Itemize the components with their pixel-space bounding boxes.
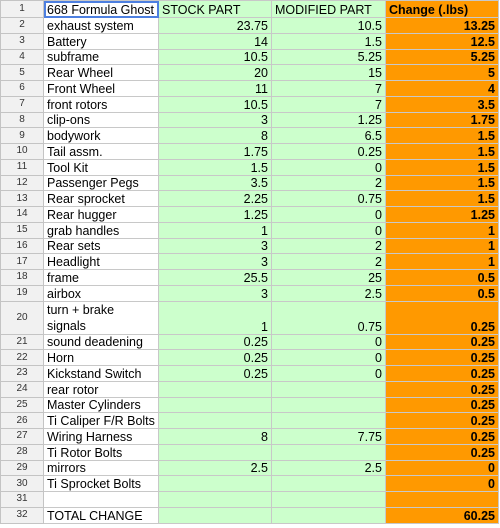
cell-stock-weight[interactable]: 3.5 bbox=[159, 175, 272, 191]
row-number[interactable]: 9 bbox=[1, 128, 44, 144]
cell-modified-weight[interactable]: 7.75 bbox=[272, 429, 386, 445]
cell-part-name[interactable]: Ti Caliper F/R Bolts bbox=[44, 413, 159, 429]
cell-part-name[interactable]: Horn bbox=[44, 350, 159, 366]
cell-stock-weight[interactable]: 8 bbox=[159, 128, 272, 144]
row-number[interactable]: 26 bbox=[1, 413, 44, 429]
table-row bbox=[1, 112, 499, 128]
row-number[interactable]: 18 bbox=[1, 270, 44, 286]
cell-modified-weight[interactable] bbox=[272, 413, 386, 429]
row-number[interactable]: 24 bbox=[1, 381, 44, 397]
cell-modified-weight[interactable]: 0 bbox=[272, 222, 386, 238]
cell-weight-change[interactable]: 1.5 bbox=[386, 159, 499, 175]
cell-weight-change[interactable]: 1.75 bbox=[386, 112, 499, 128]
cell-part-name[interactable]: front rotors bbox=[44, 96, 159, 112]
cell-modified-weight[interactable]: 0 bbox=[272, 207, 386, 223]
table-row bbox=[1, 413, 499, 429]
cell-stock-weight[interactable]: 23.75 bbox=[159, 18, 272, 34]
cell-modified-header[interactable]: MODIFIED PART bbox=[272, 1, 386, 18]
row-number[interactable]: 17 bbox=[1, 254, 44, 270]
cell-stock-weight[interactable]: 3 bbox=[159, 238, 272, 254]
cell-modified-weight[interactable]: 0 bbox=[272, 350, 386, 366]
cell-modified-weight[interactable] bbox=[272, 507, 386, 523]
cell-part-name[interactable] bbox=[44, 492, 159, 508]
total-row bbox=[1, 507, 499, 523]
cell-part-name[interactable]: Headlight bbox=[44, 254, 159, 270]
cell-part-name[interactable]: airbox bbox=[44, 285, 159, 301]
cell-stock-weight[interactable]: 10.5 bbox=[159, 49, 272, 65]
cell-modified-weight[interactable] bbox=[272, 397, 386, 413]
table-row bbox=[1, 128, 499, 144]
table-row bbox=[1, 429, 499, 445]
cell-weight-change[interactable]: 0 bbox=[386, 460, 499, 476]
cell-modified-weight[interactable]: 25 bbox=[272, 270, 386, 286]
table-row bbox=[1, 285, 499, 301]
cell-weight-change[interactable]: 1.25 bbox=[386, 207, 499, 223]
cell-stock-weight[interactable]: 2.25 bbox=[159, 191, 272, 207]
cell-part-name[interactable]: Passenger Pegs bbox=[44, 175, 159, 191]
cell-stock-weight[interactable]: 11 bbox=[159, 81, 272, 97]
cell-weight-change[interactable]: 0 bbox=[386, 476, 499, 492]
cell-modified-weight[interactable] bbox=[272, 492, 386, 508]
cell-modified-weight[interactable] bbox=[272, 381, 386, 397]
cell-stock-weight[interactable]: 3 bbox=[159, 285, 272, 301]
table-row bbox=[1, 334, 499, 350]
row-number[interactable]: 32 bbox=[1, 507, 44, 523]
table-row bbox=[1, 381, 499, 397]
cell-part-name[interactable]: Wiring Harness bbox=[44, 429, 159, 445]
table-row bbox=[1, 191, 499, 207]
cell-modified-weight[interactable]: 0 bbox=[272, 366, 386, 382]
row-number[interactable]: 20 bbox=[1, 301, 44, 334]
header-row bbox=[1, 1, 499, 18]
cell-stock-weight[interactable]: 20 bbox=[159, 65, 272, 81]
cell-stock-weight[interactable]: 3 bbox=[159, 112, 272, 128]
table-row bbox=[1, 270, 499, 286]
row-number[interactable]: 12 bbox=[1, 175, 44, 191]
cell-modified-weight[interactable]: 7 bbox=[272, 96, 386, 112]
cell-stock-weight[interactable]: 1.5 bbox=[159, 159, 272, 175]
cell-stock-weight[interactable] bbox=[159, 507, 272, 523]
row-number[interactable]: 28 bbox=[1, 444, 44, 460]
row-number[interactable]: 31 bbox=[1, 492, 44, 508]
cell-modified-weight[interactable]: 6.5 bbox=[272, 128, 386, 144]
cell-part-name[interactable]: turn + brake signals bbox=[44, 301, 159, 334]
cell-weight-change[interactable]: 4 bbox=[386, 81, 499, 97]
row-number[interactable]: 29 bbox=[1, 460, 44, 476]
cell-part-name[interactable]: TOTAL CHANGE bbox=[44, 507, 159, 523]
cell-stock-weight[interactable] bbox=[159, 476, 272, 492]
table-row bbox=[1, 159, 499, 175]
cell-weight-change[interactable]: 0.25 bbox=[386, 334, 499, 350]
table-row bbox=[1, 301, 499, 334]
cell-weight-change[interactable]: 1.5 bbox=[386, 175, 499, 191]
cell-modified-weight[interactable]: 7 bbox=[272, 81, 386, 97]
cell-part-name[interactable]: Ti Rotor Bolts bbox=[44, 444, 159, 460]
table-row bbox=[1, 476, 499, 492]
cell-weight-change[interactable] bbox=[386, 492, 499, 508]
row-number[interactable]: 4 bbox=[1, 49, 44, 65]
cell-stock-weight[interactable]: 1 bbox=[159, 301, 272, 334]
cell-modified-weight[interactable]: 2.5 bbox=[272, 460, 386, 476]
cell-part-name[interactable]: subframe bbox=[44, 49, 159, 65]
cell-weight-change[interactable]: 0.25 bbox=[386, 444, 499, 460]
cell-stock-weight[interactable]: 0.25 bbox=[159, 366, 272, 382]
row-number[interactable]: 22 bbox=[1, 350, 44, 366]
cell-part-name[interactable]: frame bbox=[44, 270, 159, 286]
table-row bbox=[1, 254, 499, 270]
cell-modified-weight[interactable]: 5.25 bbox=[272, 49, 386, 65]
cell-stock-weight[interactable] bbox=[159, 492, 272, 508]
cell-part-name[interactable]: sound deadening bbox=[44, 334, 159, 350]
cell-weight-change[interactable]: 60.25 bbox=[386, 507, 499, 523]
cell-weight-change[interactable]: 0.25 bbox=[386, 413, 499, 429]
cell-part-name[interactable]: Ti Sprocket Bolts bbox=[44, 476, 159, 492]
cell-part-name[interactable]: mirrors bbox=[44, 460, 159, 476]
cell-weight-change[interactable]: 0.25 bbox=[386, 366, 499, 382]
cell-weight-change[interactable]: 0.25 bbox=[386, 301, 499, 334]
row-number[interactable]: 14 bbox=[1, 207, 44, 223]
cell-weight-change[interactable]: 1.5 bbox=[386, 144, 499, 160]
row-number[interactable]: 8 bbox=[1, 112, 44, 128]
table-row bbox=[1, 238, 499, 254]
cell-weight-change[interactable]: 5 bbox=[386, 65, 499, 81]
table-row bbox=[1, 49, 499, 65]
table-row bbox=[1, 207, 499, 223]
cell-modified-weight[interactable] bbox=[272, 444, 386, 460]
table-row bbox=[1, 397, 499, 413]
cell-weight-change[interactable]: 0.25 bbox=[386, 429, 499, 445]
cell-weight-change[interactable]: 3.5 bbox=[386, 96, 499, 112]
row-number[interactable]: 1 bbox=[1, 1, 44, 18]
cell-stock-weight[interactable] bbox=[159, 444, 272, 460]
row-number[interactable]: 2 bbox=[1, 18, 44, 34]
cell-weight-change[interactable]: 0.5 bbox=[386, 270, 499, 286]
row-number[interactable]: 30 bbox=[1, 476, 44, 492]
cell-weight-change[interactable]: 1.5 bbox=[386, 128, 499, 144]
cell-part-name[interactable]: Tool Kit bbox=[44, 159, 159, 175]
cell-stock-weight[interactable]: 10.5 bbox=[159, 96, 272, 112]
cell-part-name[interactable]: Kickstand Switch bbox=[44, 366, 159, 382]
cell-modified-weight[interactable]: 2.5 bbox=[272, 285, 386, 301]
table-row bbox=[1, 444, 499, 460]
table-row bbox=[1, 460, 499, 476]
cell-weight-change[interactable]: 1 bbox=[386, 254, 499, 270]
cell-weight-change[interactable]: 1 bbox=[386, 238, 499, 254]
cell-weight-change[interactable]: 0.25 bbox=[386, 350, 499, 366]
cell-modified-weight[interactable]: 0.25 bbox=[272, 144, 386, 160]
row-number[interactable]: 11 bbox=[1, 159, 44, 175]
table-row bbox=[1, 175, 499, 191]
cell-modified-weight[interactable]: 2 bbox=[272, 175, 386, 191]
cell-part-name[interactable]: exhaust system bbox=[44, 18, 159, 34]
cell-stock-weight[interactable] bbox=[159, 413, 272, 429]
cell-stock-weight[interactable]: 14 bbox=[159, 33, 272, 49]
row-number[interactable]: 6 bbox=[1, 81, 44, 97]
row-number[interactable]: 27 bbox=[1, 429, 44, 445]
table-row bbox=[1, 65, 499, 81]
row-number[interactable]: 10 bbox=[1, 144, 44, 160]
cell-stock-weight[interactable] bbox=[159, 381, 272, 397]
row-number[interactable]: 21 bbox=[1, 334, 44, 350]
cell-stock-weight[interactable] bbox=[159, 397, 272, 413]
cell-stock-weight[interactable]: 8 bbox=[159, 429, 272, 445]
cell-weight-change[interactable]: 0.25 bbox=[386, 397, 499, 413]
row-number[interactable]: 19 bbox=[1, 285, 44, 301]
cell-modified-weight[interactable]: 0.75 bbox=[272, 191, 386, 207]
cell-weight-change[interactable]: 13.25 bbox=[386, 18, 499, 34]
cell-part-name[interactable]: Rear hugger bbox=[44, 207, 159, 223]
cell-modified-weight[interactable]: 10.5 bbox=[272, 18, 386, 34]
row-number[interactable]: 16 bbox=[1, 238, 44, 254]
cell-part-name[interactable]: rear rotor bbox=[44, 381, 159, 397]
cell-modified-weight[interactable]: 0 bbox=[272, 334, 386, 350]
cell-stock-weight[interactable]: 1.75 bbox=[159, 144, 272, 160]
cell-stock-weight[interactable]: 1.25 bbox=[159, 207, 272, 223]
cell-part-name[interactable]: Master Cylinders bbox=[44, 397, 159, 413]
row-number[interactable]: 3 bbox=[1, 33, 44, 49]
table-row bbox=[1, 350, 499, 366]
cell-part-name[interactable]: Battery bbox=[44, 33, 159, 49]
cell-modified-weight[interactable]: 2 bbox=[272, 254, 386, 270]
cell-modified-weight[interactable]: 2 bbox=[272, 238, 386, 254]
row-number[interactable]: 25 bbox=[1, 397, 44, 413]
table-row bbox=[1, 492, 499, 508]
cell-modified-weight[interactable]: 1.5 bbox=[272, 33, 386, 49]
cell-weight-change[interactable]: 12.5 bbox=[386, 33, 499, 49]
cell-stock-weight[interactable]: 0.25 bbox=[159, 334, 272, 350]
cell-part-name[interactable]: Rear sprocket bbox=[44, 191, 159, 207]
row-number[interactable]: 23 bbox=[1, 366, 44, 382]
table-row bbox=[1, 18, 499, 34]
cell-stock-weight[interactable]: 3 bbox=[159, 254, 272, 270]
row-number[interactable]: 13 bbox=[1, 191, 44, 207]
table-row bbox=[1, 366, 499, 382]
table-row bbox=[1, 81, 499, 97]
row-number[interactable]: 7 bbox=[1, 96, 44, 112]
cell-part-name[interactable]: bodywork bbox=[44, 128, 159, 144]
cell-change-header[interactable]: Change (.lbs) bbox=[386, 1, 499, 18]
cell-sheet-title[interactable]: 668 Formula Ghost bbox=[44, 1, 159, 18]
cell-part-name[interactable]: Front Wheel bbox=[44, 81, 159, 97]
cell-weight-change[interactable]: 0.25 bbox=[386, 381, 499, 397]
cell-part-name[interactable]: Rear sets bbox=[44, 238, 159, 254]
row-number[interactable]: 15 bbox=[1, 222, 44, 238]
table-row bbox=[1, 96, 499, 112]
cell-part-name[interactable]: Tail assm. bbox=[44, 144, 159, 160]
cell-part-name[interactable]: Rear Wheel bbox=[44, 65, 159, 81]
cell-modified-weight[interactable]: 0.75 bbox=[272, 301, 386, 334]
cell-stock-weight[interactable]: 1 bbox=[159, 222, 272, 238]
cell-modified-weight[interactable] bbox=[272, 476, 386, 492]
cell-modified-weight[interactable]: 0 bbox=[272, 159, 386, 175]
cell-stock-weight[interactable]: 25.5 bbox=[159, 270, 272, 286]
cell-part-name[interactable]: grab handles bbox=[44, 222, 159, 238]
table-row bbox=[1, 222, 499, 238]
cell-stock-header[interactable]: STOCK PART bbox=[159, 1, 272, 18]
cell-weight-change[interactable]: 1 bbox=[386, 222, 499, 238]
cell-weight-change[interactable]: 1.5 bbox=[386, 191, 499, 207]
cell-weight-change[interactable]: 5.25 bbox=[386, 49, 499, 65]
table-row bbox=[1, 33, 499, 49]
cell-stock-weight[interactable]: 0.25 bbox=[159, 350, 272, 366]
cell-stock-weight[interactable]: 2.5 bbox=[159, 460, 272, 476]
cell-part-name[interactable]: clip-ons bbox=[44, 112, 159, 128]
table-row bbox=[1, 144, 499, 160]
cell-modified-weight[interactable]: 1.25 bbox=[272, 112, 386, 128]
cell-weight-change[interactable]: 0.5 bbox=[386, 285, 499, 301]
cell-modified-weight[interactable]: 15 bbox=[272, 65, 386, 81]
row-number[interactable]: 5 bbox=[1, 65, 44, 81]
